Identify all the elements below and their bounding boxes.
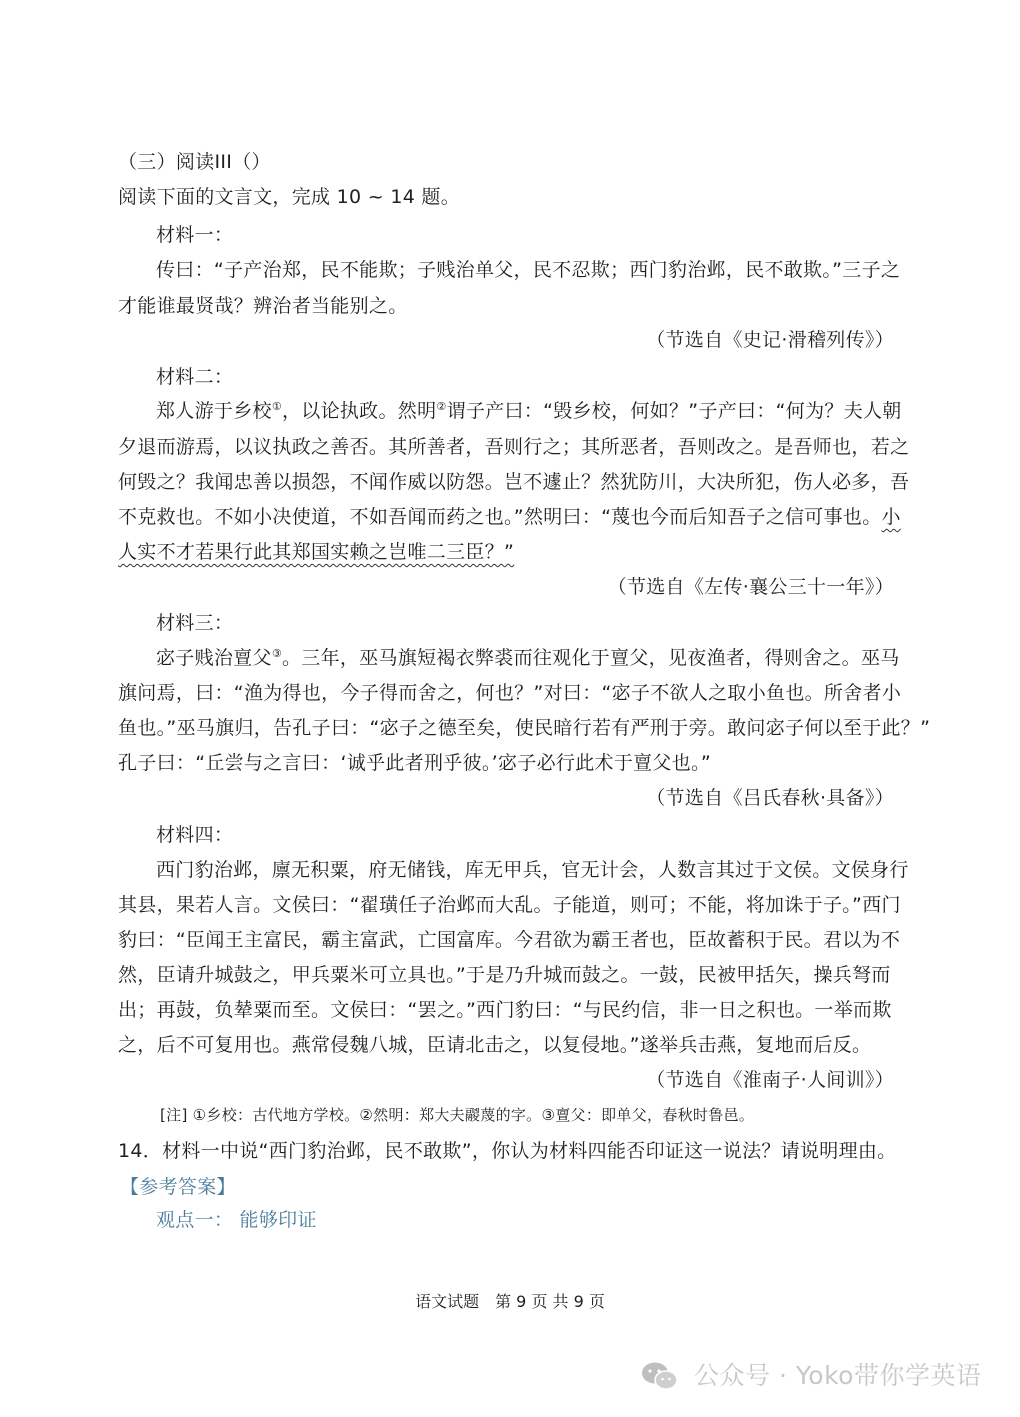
page-footer: 语文试题 第 9 页 共 9 页	[415, 1292, 605, 1311]
answer-text: 观点一： 能够印证	[156, 1209, 317, 1231]
footnote-marker-2: ②	[436, 400, 447, 413]
answer-label: 【参考答案】	[120, 1176, 236, 1198]
material1-line: 才能谁最贤哉？辨治者当能别之。	[118, 295, 408, 317]
material3-source: （节选自《吕氏春秋·具备》）	[646, 787, 894, 809]
material4-line: 之，后不可复用也。燕常侵魏八城，臣请北击之，以复侵地。”遂举兵击燕，复地而后反。	[118, 1034, 872, 1056]
watermark	[640, 1356, 1000, 1396]
watermark-text: 公众号 · Yoko带你学英语	[694, 1361, 982, 1390]
material3-line: 鱼也。”巫马旗归，告孔子曰：“宓子之德至矣，使民暗行若有严刑于旁。敢问宓子何以至于此？”	[118, 717, 931, 739]
footnote-marker-3: ③	[271, 647, 282, 660]
material4-line: 然，臣请升城鼓之，甲兵粟米可立具也。”于是乃升城而鼓之。一鼓，民被甲括矢，操兵弩而	[118, 964, 891, 986]
material4-source: （节选自《淮南子·人间训》）	[646, 1069, 894, 1091]
question-14: 14．材料一中说“西门豹治邺，民不敢欺”，你认为材料四能否印证这一说法？请说明理由。	[118, 1140, 897, 1162]
material1-source: （节选自《史记·滑稽列传》）	[646, 329, 894, 351]
material2-line: 何毁之？我闻忠善以损怨，不闻作威以防怨。岂不遽止？然犹防川，大决所犯，伤人必多，吾	[118, 471, 910, 493]
underlined-sentence: 小	[881, 506, 901, 528]
wechat-icon	[640, 1360, 680, 1392]
underlined-sentence: 人实不才若果行此其郑国实赖之岂唯二三臣？”	[118, 541, 515, 563]
material3-line: 孔子曰：“丘尝与之言曰：‘诚乎此者刑乎彼。’宓子必行此术于亶父也。”	[118, 752, 711, 774]
material3-title: 材料三：	[156, 612, 234, 634]
footnote-marker-1: ①	[271, 400, 282, 413]
material4-line: 其县，果若人言。文侯曰：“翟璜任子治邺而大乱。子能道，则可；不能，将加诛于子。”西门	[118, 894, 901, 916]
material1-line: 传曰：“子产治郑，民不能欺；子贱治单父，民不忍欺；西门豹治邺，民不敢欺。”三子之	[156, 259, 901, 281]
material3-line: 旗问焉，曰：“渔为得也，今子得而舍之，何也？”对曰：“宓子不欲人之取小鱼也。所舍者小	[118, 682, 902, 704]
material2-source: （节选自《左传·襄公三十一年》）	[607, 576, 894, 598]
material2-line	[118, 535, 908, 569]
section-heading: （三）阅读III（）	[118, 151, 271, 173]
material4-title: 材料四：	[156, 824, 234, 846]
material4-line: 豹曰：“臣闻王主富民，霸主富武，亡国富库。今君欲为霸王者也，臣故蓄积于民。君以为不	[118, 929, 901, 951]
instruction: 阅读下面的文言文，完成 10 ~ 14 题。	[118, 186, 461, 208]
material3-line: 宓子贱治亶父③。三年，巫马旗短褐衣弊裘而往观化于亶父，见夜渔者，得则舍之。巫马	[156, 647, 900, 669]
material2-line: 不克救也。不如小决使道，不如吾闻而药之也。”然明曰：“蔑也今而后知吾子之信可事也。小	[118, 506, 901, 528]
material2-line: 夕退而游焉，以议执政之善否。其所善者，吾则行之；其所恶者，吾则改之。是吾师也，若之	[118, 436, 910, 458]
material4-line: 西门豹治邺，廪无积粟，府无储钱，库无甲兵，官无计会，人数言其过于文侯。文侯身行	[156, 859, 909, 881]
material1-title: 材料一：	[156, 224, 234, 246]
material2-title: 材料二：	[156, 366, 234, 388]
material4-line: 出；再鼓，负辇粟而至。文侯曰：“罢之。”西门豹曰：“与民约信，非一日之积也。一举而欺	[118, 999, 892, 1021]
footnote: [注] ①乡校：古代地方学校。②然明：郑大夫鬷蔑的字。③亶父：即单父，春秋时鲁邑。	[160, 1106, 755, 1124]
material2-line: 郑人游于乡校①，以论执政。然明②谓子产曰：“毁乡校，何如？”子产曰：“何为？夫人朝	[156, 400, 902, 422]
